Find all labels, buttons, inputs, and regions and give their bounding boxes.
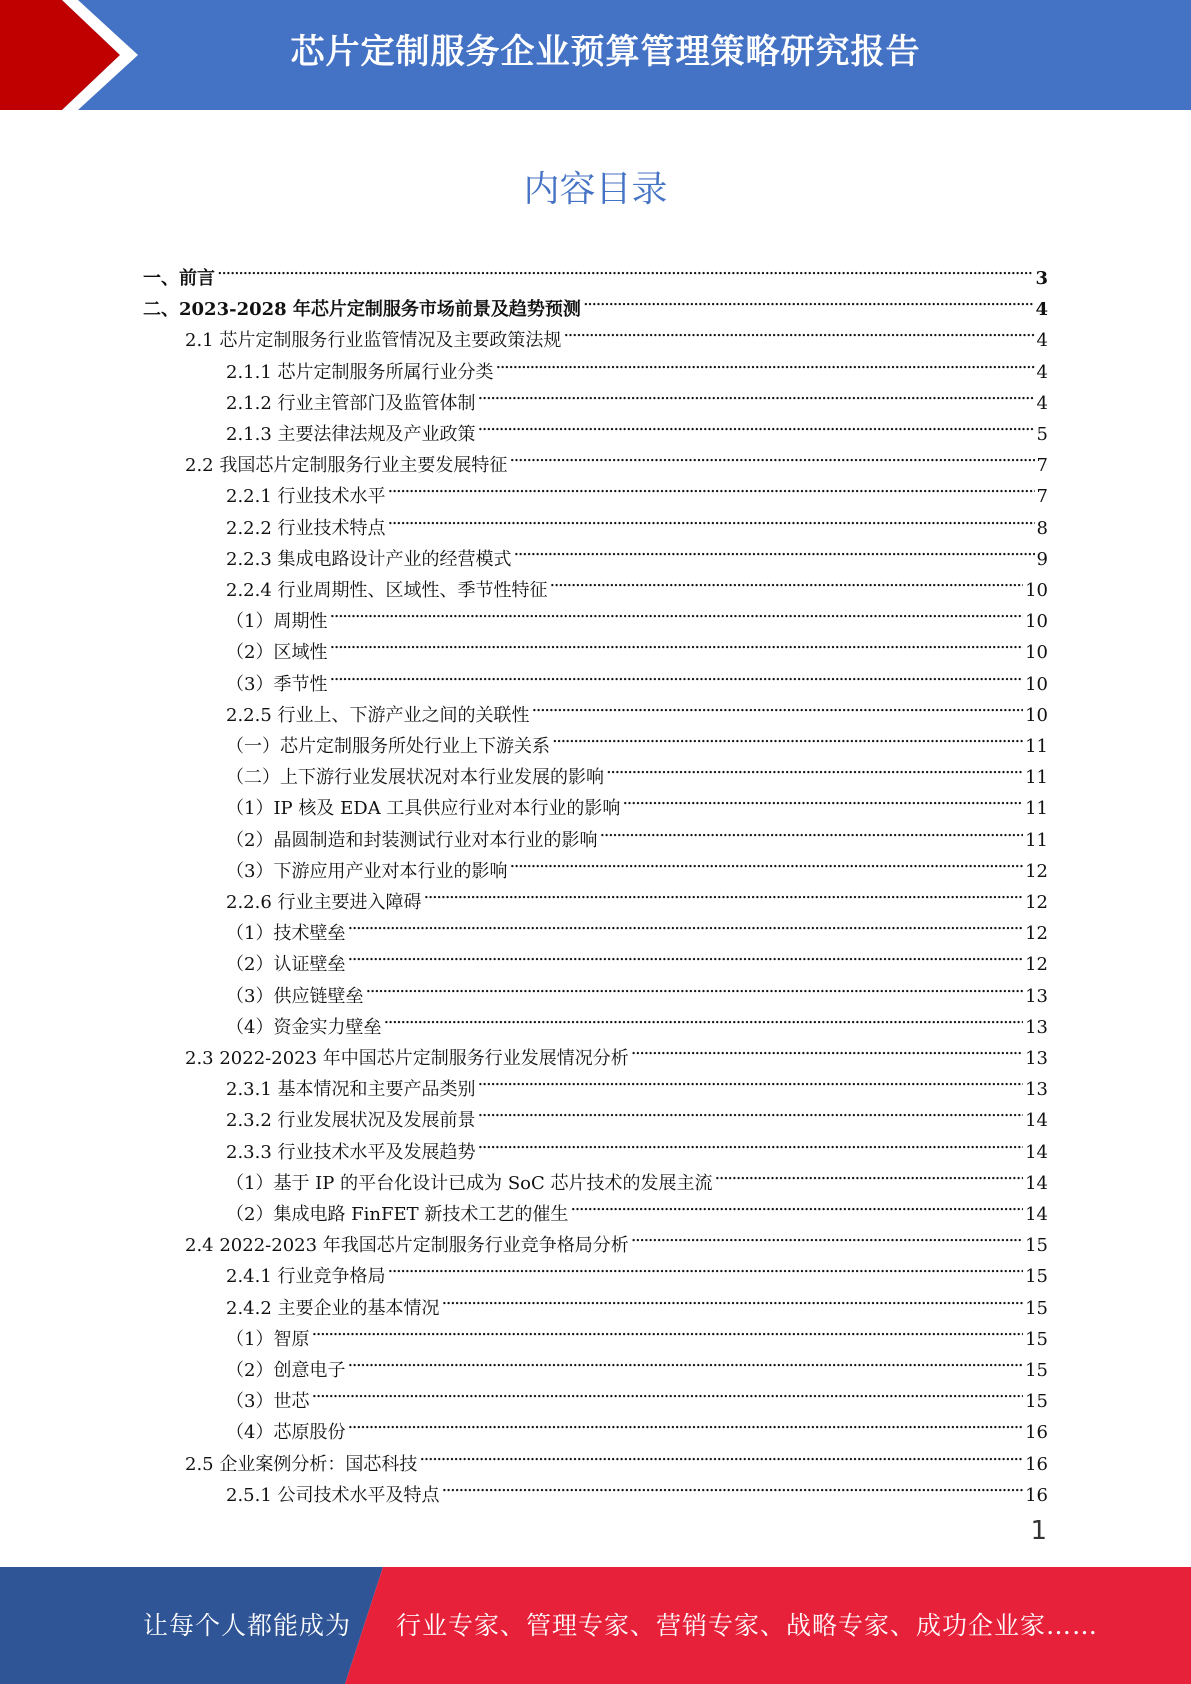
toc-heading: 内容目录 [523,169,668,210]
toc-leader-dots [478,1127,1024,1158]
toc-leader-dots [606,752,1023,783]
toc-entry[interactable] [226,783,1048,820]
toc-entry[interactable] [226,721,1048,757]
toc-entry[interactable] [226,1064,1048,1101]
toc-leader-dots [217,253,1033,284]
toc-entry-page: 14 [1025,1110,1048,1132]
toc-leader-dots [563,315,1034,346]
toc-entry[interactable] [226,471,1048,508]
toc-leader-dots [347,1407,1023,1438]
toc-entry[interactable] [226,1095,1048,1132]
toc-entry-label: 2.2.6 行业主要进入障碍 [226,892,422,913]
toc-leader-dots [622,783,1023,814]
toc-entry-page: 4 [1036,361,1048,383]
toc-entry[interactable] [226,846,1048,882]
page-number: 1 [1030,1516,1047,1546]
toc-leader-dots [365,971,1023,1002]
toc-entry[interactable] [185,1033,1048,1069]
toc-leader-dots [311,1376,1023,1407]
toc-leader-dots [509,846,1023,877]
toc-entry-page: 13 [1025,985,1048,1007]
toc-entry-page: 10 [1025,611,1048,633]
toc-leader-dots [347,939,1023,970]
toc-entry[interactable] [226,1251,1048,1288]
toc-entry-page: 14 [1025,1141,1048,1163]
toc-entry-page: 9 [1036,548,1048,570]
toc-entry[interactable] [143,284,1048,321]
report-title: 芯片定制服务企业预算管理策略研究报告 [290,32,921,72]
toc-entry-page: 15 [1025,1297,1048,1319]
toc-entry-page: 16 [1025,1422,1048,1444]
toc-leader-dots [552,721,1023,752]
toc-entry-page: 13 [1025,1048,1048,1069]
toc-leader-dots [329,659,1023,690]
toc-entry-label: 2.2 我国芯片定制服务行业主要发展特征 [185,455,508,477]
toc-entry-page: 12 [1025,892,1048,913]
toc-leader-dots [347,1345,1023,1376]
toc-entry[interactable] [226,1002,1048,1038]
toc-entry-label: 2.3 2022-2023 年中国芯片定制服务行业发展情况分析 [185,1048,629,1069]
toc-leader-dots [532,690,1024,721]
toc-entry-page: 7 [1036,455,1048,477]
toc-entry-page: 10 [1025,704,1048,726]
toc-leader-dots [715,1158,1024,1189]
toc-leader-dots [583,284,1034,315]
toc-entry-page: 15 [1025,1391,1048,1413]
toc-leader-dots [496,347,1035,378]
toc-entry-label: （3）供应链壁垒 [226,985,364,1007]
toc-entry-label: （一）芯片定制服务所处行业上下游关系 [226,736,550,757]
toc-entry-page: 14 [1025,1172,1048,1194]
toc-entry-label: （2）区域性 [226,642,328,664]
toc-entry-label: 2.1 芯片定制服务行业监管情况及主要政策法规 [185,330,562,352]
toc-entry-label: 2.2.5 行业上、下游产业之间的关联性 [226,704,530,726]
toc-entry-label: （3）季节性 [226,673,328,695]
toc-entry-page: 10 [1025,673,1048,695]
toc-entry-label: 2.4.1 行业竞争格局 [226,1266,386,1288]
toc-entry-label: （2）晶圆制造和封装测试行业对本行业的影响 [226,829,598,851]
toc-entry[interactable] [226,1189,1048,1225]
toc-entry-page: 8 [1036,517,1048,539]
toc-entry-label: （1）IP 核及 EDA 工具供应行业对本行业的影响 [226,798,621,820]
toc-entry-label: 2.2.4 行业周期性、区域性、季节性特征 [226,580,548,601]
toc-entry-label: 2.2.1 行业技术水平 [226,486,386,508]
page-header [0,0,1191,110]
toc-leader-dots [478,1095,1024,1126]
toc-entry[interactable] [226,565,1048,601]
toc-entry[interactable] [226,409,1048,445]
toc-entry-label: 2.2.2 行业技术特点 [226,517,386,539]
toc-entry-label: （3）下游应用产业对本行业的影响 [226,860,508,882]
toc-entry-label: （1）智原 [226,1328,310,1350]
toc-entry[interactable] [226,1407,1048,1444]
toc-entry-page: 10 [1025,580,1048,601]
toc-entry-label: 2.3.1 基本情况和主要产品类别 [226,1079,476,1101]
toc-entry-page: 4 [1035,299,1048,321]
toc-entry-label: 2.1.2 行业主管部门及监管体制 [226,392,476,414]
toc-leader-dots [388,471,1035,502]
toc-entry[interactable] [185,1439,1048,1475]
toc-entry-page: 13 [1025,1079,1048,1101]
toc-entry-label: 2.5.1 公司技术水平及特点 [226,1484,440,1506]
toc-entry-page: 3 [1035,268,1048,289]
toc-entry-page: 10 [1025,642,1048,664]
toc-entry-label: 2.2.3 集成电路设计产业的经营模式 [226,548,512,570]
toc-entry-label: （二）上下游行业发展状况对本行业发展的影响 [226,767,604,789]
toc-entry-label: 2.3.3 行业技术水平及发展趋势 [226,1141,476,1163]
toc-entry-page: 5 [1036,424,1048,445]
toc-leader-dots [383,1002,1023,1033]
toc-entry-label: 2.3.2 行业发展状况及发展前景 [226,1110,476,1132]
page-footer [0,1567,1191,1684]
toc-leader-dots [478,1064,1024,1095]
toc-leader-dots [424,877,1024,908]
footer-slogan-right: 行业专家、管理专家、营销专家、战略专家、成功企业家…… [396,1611,1099,1640]
toc-entry[interactable] [226,627,1048,664]
toc-entry-label: 2.1.1 芯片定制服务所属行业分类 [226,361,494,383]
toc-leader-dots [550,565,1024,596]
toc-entry-page: 12 [1025,923,1048,945]
toc-entry[interactable] [226,347,1048,383]
toc-entry[interactable] [226,1345,1048,1381]
toc-entry-page: 11 [1025,767,1048,789]
toc-entry-label: 2.4.2 主要企业的基本情况 [226,1297,440,1319]
toc-entry-page: 16 [1025,1484,1048,1506]
toc-entry[interactable] [143,253,1048,289]
toc-entry[interactable] [226,908,1048,945]
toc-entry-page: 14 [1025,1204,1048,1225]
toc-entry[interactable] [226,1283,1048,1319]
toc-leader-dots [419,1439,1023,1470]
toc-entry[interactable] [185,1220,1048,1257]
toc-entry-page: 11 [1025,736,1048,757]
toc-entry[interactable] [226,596,1048,633]
toc-leader-dots [478,378,1035,409]
toc-entry-page: 15 [1025,1266,1048,1288]
toc-entry[interactable] [226,815,1048,851]
toc-entry[interactable] [226,534,1048,570]
toc-entry-label: （1）周期性 [226,611,328,633]
toc-entry-page: 11 [1025,798,1048,820]
toc-entry-label: （4）芯原股份 [226,1422,346,1444]
toc-entry[interactable] [226,1470,1048,1506]
toc-entry-label: （4）资金实力壁垒 [226,1016,382,1038]
toc-entry[interactable] [226,971,1048,1007]
toc-leader-dots [347,908,1023,939]
toc-entry-page: 15 [1025,1235,1048,1257]
toc-leader-dots [478,409,1035,440]
toc-leader-dots [631,1033,1023,1064]
toc-entry[interactable] [226,690,1048,726]
footer-slogan-left: 让每个人都能成为 [143,1611,352,1640]
toc-entry-page: 16 [1025,1453,1048,1475]
toc-entry-label: （1）基于 IP 的平台化设计已成为 SoC 芯片技术的发展主流 [226,1172,713,1194]
toc-leader-dots [570,1189,1023,1220]
toc-entry-page: 13 [1025,1016,1048,1038]
toc-entry[interactable] [226,1127,1048,1163]
toc-entry-page: 12 [1025,860,1048,882]
toc-leader-dots [514,534,1035,565]
toc-entry[interactable] [185,440,1048,477]
toc-leader-dots [388,1251,1024,1282]
toc-entry-label: （3）世芯 [226,1391,310,1413]
toc-entry-label: （2）集成电路 FinFET 新技术工艺的催生 [226,1204,569,1225]
toc-entry[interactable] [226,378,1048,414]
toc-entry-label: （2）认证壁垒 [226,954,346,976]
toc-leader-dots [329,627,1023,658]
toc-entry[interactable] [226,1158,1048,1194]
toc-entry[interactable] [226,877,1048,913]
toc-entry[interactable] [185,315,1048,352]
toc-entry[interactable] [226,1376,1048,1413]
toc-entry-page: 11 [1025,829,1048,851]
toc-entry-label: （1）技术壁垒 [226,923,346,945]
toc-leader-dots [509,440,1034,471]
toc-entry-page: 4 [1036,330,1048,352]
toc-entry[interactable] [226,939,1048,976]
toc-entry-label: 一、前言 [143,268,215,289]
toc-entry[interactable] [226,659,1048,695]
toc-entry[interactable] [226,1314,1048,1350]
toc-leader-dots [599,815,1023,846]
toc-entry[interactable] [226,503,1048,539]
toc-entry-page: 15 [1025,1328,1048,1350]
toc-entry-page: 7 [1036,486,1048,508]
toc-entry-label: （2）创意电子 [226,1360,346,1381]
toc-entry-label: 2.1.3 主要法律法规及产业政策 [226,424,476,445]
toc-leader-dots [631,1220,1023,1251]
toc-entry-label: 2.5 企业案例分析：国芯科技 [185,1453,418,1475]
toc-leader-dots [442,1470,1024,1501]
toc-entry-label: 2.4 2022-2023 年我国芯片定制服务行业竞争格局分析 [185,1235,629,1257]
toc-entry-page: 12 [1025,954,1048,976]
toc-leader-dots [388,503,1035,534]
toc-leader-dots [311,1314,1023,1345]
toc-entry-page: 4 [1036,392,1048,414]
toc-entry[interactable] [226,752,1048,789]
toc-entry-label: 二、2023-2028 年芯片定制服务市场前景及趋势预测 [143,299,581,321]
toc-leader-dots [329,596,1023,627]
toc-leader-dots [442,1283,1024,1314]
toc-entry-page: 15 [1025,1360,1048,1381]
